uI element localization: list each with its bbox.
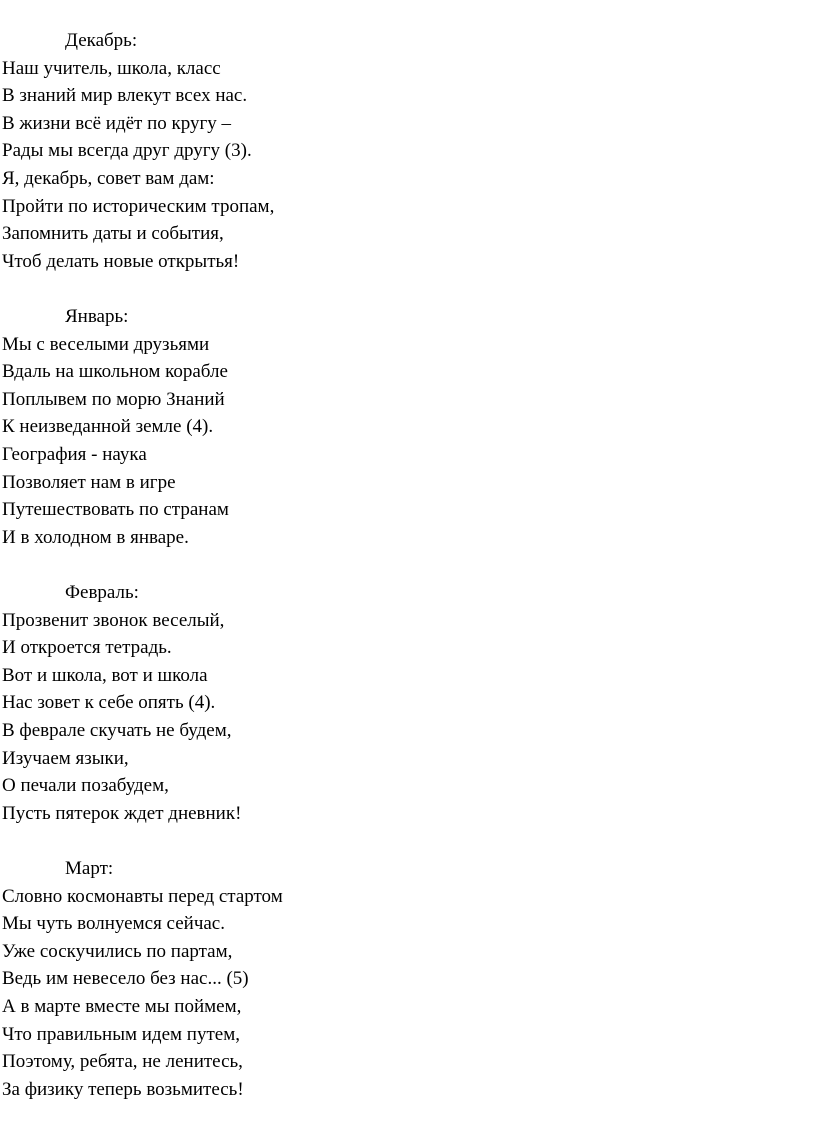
poem-line: Позволяет нам в игре bbox=[2, 471, 176, 493]
poem-line: Ведь им невесело без нас... (5) bbox=[2, 968, 249, 990]
poem-line: К неизведанной земле (4). bbox=[2, 416, 214, 438]
poem-line: В феврале скучать не будем, bbox=[2, 719, 232, 741]
poem-line: О печали позабудем, bbox=[2, 775, 169, 797]
poem-line: Прозвенит звонок веселый, bbox=[2, 609, 225, 631]
stanza-title: Февраль: bbox=[65, 582, 139, 603]
poem-line: Нас зовет к себе опять (4). bbox=[2, 692, 216, 714]
poem-line: Вдаль на школьном корабле bbox=[2, 361, 228, 383]
poem-line: В жизни всё идёт по кругу – bbox=[2, 112, 232, 134]
poem-line: За физику теперь возьмитесь! bbox=[2, 1078, 244, 1100]
poem-line: Пройти по историческим тропам, bbox=[2, 195, 275, 217]
poem-line: Уже соскучились по партам, bbox=[2, 940, 233, 962]
stanza-title: Январь: bbox=[65, 306, 129, 327]
poem-line: Изучаем языки, bbox=[2, 747, 129, 769]
poem-line: Словно космонавты перед стартом bbox=[2, 885, 283, 907]
poem-line: Наш учитель, школа, класс bbox=[2, 57, 221, 79]
poem-line: Поплывем по морю Знаний bbox=[2, 388, 225, 410]
poem-line: В знаний мир влекут всех нас. bbox=[2, 85, 248, 107]
poem-line: Что правильным идем путем, bbox=[2, 1023, 240, 1045]
stanza-title: Март: bbox=[65, 858, 114, 879]
poem-line: География - наука bbox=[2, 443, 147, 465]
stanza-february bbox=[0, 579, 800, 827]
poem-line: Пусть пятерок ждет дневник! bbox=[2, 802, 242, 824]
poem-line: Мы с веселыми друзьями bbox=[2, 333, 210, 355]
poem-line: Вот и школа, вот и школа bbox=[2, 664, 208, 686]
poem-line: Я, декабрь, совет вам дам: bbox=[2, 167, 215, 189]
poem-line: Путешествовать по странам bbox=[2, 499, 229, 521]
poem-line: А в марте вместе мы поймем, bbox=[2, 995, 242, 1017]
stanza-january bbox=[0, 303, 800, 551]
poem-line: Запомнить даты и события, bbox=[2, 223, 224, 245]
poem-line: И в холодном в январе. bbox=[2, 526, 189, 548]
stanza-march bbox=[0, 855, 800, 1103]
poem-line: И откроется тетрадь. bbox=[2, 637, 172, 659]
poem-line: Чтоб делать новые открытья! bbox=[2, 250, 240, 272]
poem-line: Рады мы всегда друг другу (3). bbox=[2, 140, 252, 162]
stanza-title: Декабрь: bbox=[65, 30, 138, 51]
stanza-december bbox=[0, 27, 800, 275]
poem-line: Поэтому, ребята, не ленитесь, bbox=[2, 1051, 243, 1073]
poem-line: Мы чуть волнуемся сейчас. bbox=[2, 913, 225, 935]
